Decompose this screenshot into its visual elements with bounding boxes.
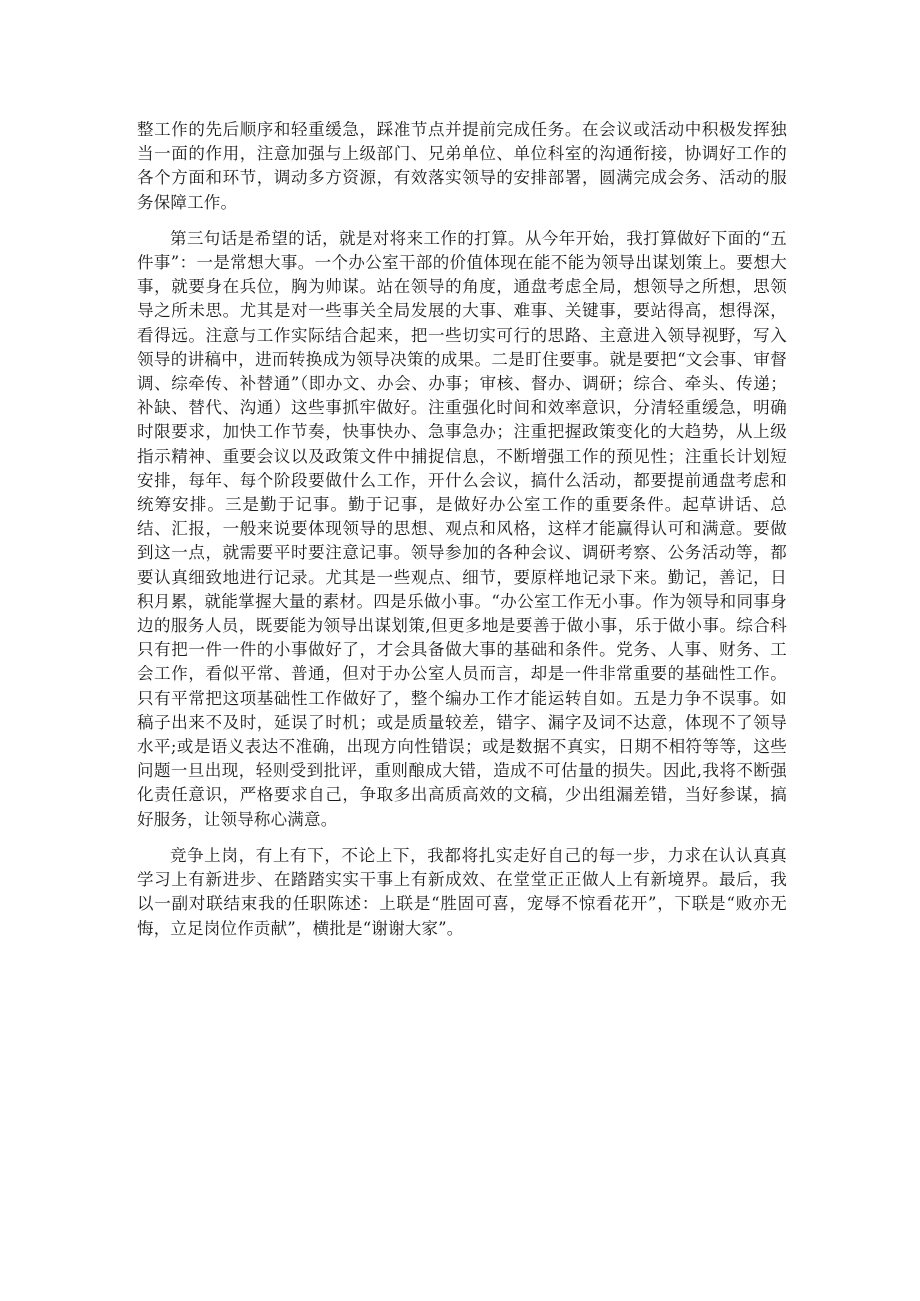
document-body — [137, 118, 787, 953]
paragraph-conclusion: 竞争上岗，有上有下，不论上下，我都将扎实走好自己的每一步，力求在认认真真学习上有新进步、在踏踏实实干事上有新成效、在堂堂正正做人上有新境界。最后，我以一副对联结束我的任职陈述：上联是“胜固可喜，宠辱不惊看花开”，下联是“败亦无悔，立足岗位作贡献”，横批是“谢谢大家”。 — [137, 845, 787, 938]
paragraph-continuation: 整工作的先后顺序和轻重缓急，踩准节点并提前完成任务。在会议或活动中积极发挥独当一面的作用，注意加强与上级部门、兄弟单位、单位科室的沟通衔接，协调好工作的各个方面和环节，调动多方资源，有效落实领导的安排部署，圆满完成会务、活动的服务保障工作。 — [137, 120, 787, 212]
paragraph-five-things: 第三句话是希望的话，就是对将来工作的打算。从今年开始，我打算做好下面的“五件事”：一是常想大事。一个办公室干部的价值体现在能不能为领导出谋划策上。要想大事，就要身在兵位，胸为帅谋。站在领导的角度，通盘考虑全局，想领导之所想，思领导之所未思。尤其是对一些事关全局发展的大事、难事、关键事，要站得高，想得深，看得远。注意与工作实际结合起来，把一些切实可行的思路、主意进入领导视野，写入领导的讲稿中，进而转换成为领导决策的成果。二是盯住要事。就是要把“文会事、审督调、综牵传、补替通”（即办文、办会、办事；审核、督办、调研；综合、牵头、传递；补缺、替代、沟通）这些事抓牢做好。注重强化时间和效率意识，分清轻重缓急，明确时限要求，加快工作节奏，快事快办、急事急办；注重把握政策变化的大趋势，从上级指示精神、重要会议以及政策文件中捕捉信息，不断增强工作的预见性；注重长计划短安排，每年、每个阶段要做什么工作，开什么会议，搞什么活动，都要提前通盘考虑和统筹安排。三是勤于记事。勤于记事，是做好办公室工作的重要条件。起草讲话、总结、汇报，一般来说要体现领导的思想、观点和风格，这样才能赢得认可和满意。要做到这一点，就需要平时要注意记事。领导参加的各种会议、调研考察、公务活动等，都要认真细致地进行记录。尤其是一些观点、细节，要原样地记录下来。勤记，善记，日积月累，就能掌握大量的素材。四是乐做小事。“办公室工作无小事。作为领导和同事身边的服务人员，既要能为领导出谋划策,但更多地是要善于做小事，乐于做小事。综合科只有把一件一件的小事做好了，才会具备做大事的基础和条件。党务、人事、财务、工会工作，看似平常、普通，但对于办公室人员而言，却是一件非常重要的基础性工作。只有平常把这项基础性工作做好了，整个编办工作才能运转自如。五是力争不误事。如稿子出来不及时，延误了时机；或是质量较差，错字、漏字及词不达意，体现不了领导水平;或是语义表达不准确，出现方向性错误；或是数据不真实，日期不相符等等，这些问题一旦出现，轻则受到批评，重则酿成大错，造成不可估量的损失。因此,我将不断强化责任意识，严格要求自己，争取多出高质高效的文稿，少出组漏差错，当好参谋，搞好服务，让领导称心满意。 — [137, 228, 787, 829]
